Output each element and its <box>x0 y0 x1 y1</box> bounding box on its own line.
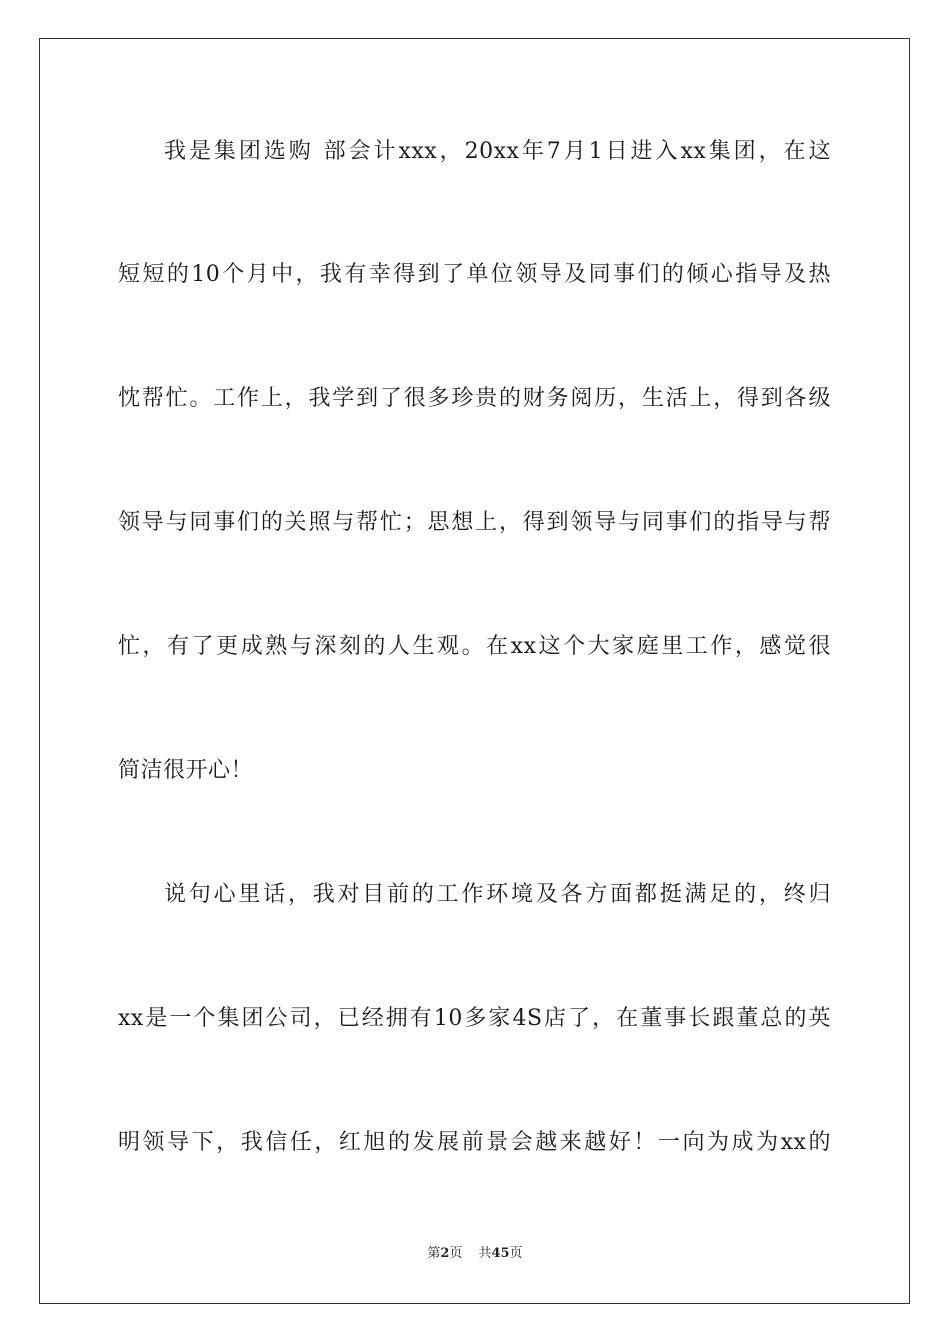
paragraph-2-line-2: xx是一个集团公司，已经拥有10多家4S店了，在董事长跟董总的英 <box>118 1006 831 1031</box>
total-page-number: 45 <box>491 1246 510 1261</box>
current-page-number: 2 <box>440 1246 450 1261</box>
paragraph-1-line-6: 简洁很开心！ <box>118 758 254 783</box>
page-prefix: 第 <box>427 1246 441 1261</box>
paragraph-1-line-4: 领导与同事们的关照与帮忙；思想上，得到领导与同事们的指导与帮 <box>118 510 831 535</box>
paragraph-2-line-3: 明领导下，我信任，红旭的发展前景会越来越好！一向为成为xx的 <box>118 1130 831 1155</box>
page-frame <box>39 38 910 1304</box>
paragraph-1-line-1: 我是集团选购 部会计xxx，20xx年7月1日进入xx集团，在这 <box>164 139 831 164</box>
page-suffix: 页 <box>449 1246 463 1261</box>
paragraph-1-line-2: 短短的10个月中，我有幸得到了单位领导及同事们的倾心指导及热 <box>118 262 831 287</box>
total-prefix: 共 <box>478 1246 492 1261</box>
paragraph-1-line-5: 忙，有了更成熟与深刻的人生观。在xx这个大家庭里工作，感觉很 <box>118 634 831 659</box>
page-footer <box>0 1245 950 1263</box>
paragraph-1-line-3: 忱帮忙。工作上，我学到了很多珍贵的财务阅历，生活上，得到各级 <box>118 386 831 411</box>
paragraph-2-line-1: 说句心里话，我对目前的工作环境及各方面都挺满足的，终归 <box>164 882 831 907</box>
total-suffix: 页 <box>509 1246 523 1261</box>
